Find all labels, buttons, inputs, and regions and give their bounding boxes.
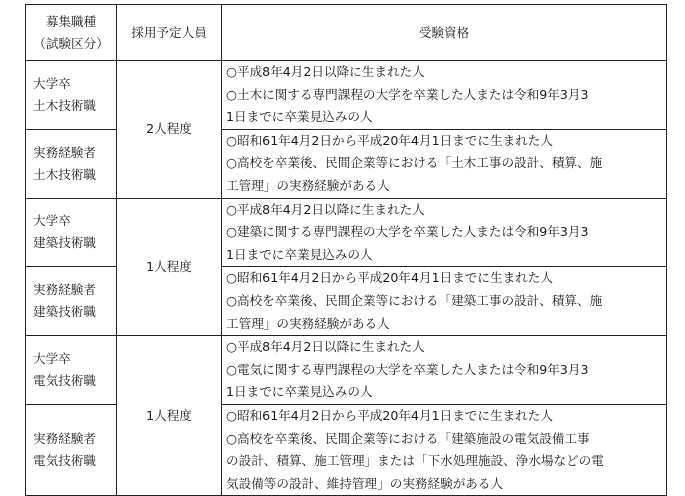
qualification-item bbox=[226, 359, 660, 404]
header-category bbox=[26, 5, 117, 61]
qualification-cell bbox=[222, 404, 667, 495]
category-cell bbox=[26, 267, 117, 336]
qualification-line: 1日までに卒業見込みの人 bbox=[226, 384, 373, 400]
qualification-item bbox=[226, 199, 660, 222]
qualification-line: 工管理」の実務経験がある人 bbox=[226, 315, 390, 331]
qualification-line: ○平成8年4月2日以降に生まれた人 bbox=[226, 201, 425, 217]
qualification-item bbox=[226, 290, 660, 335]
category-line: 実務経験者 bbox=[33, 144, 96, 160]
qualification-line: ○平成8年4月2日以降に生まれた人 bbox=[226, 339, 425, 355]
header-qualification: 受験資格 bbox=[222, 5, 667, 61]
qualification-item bbox=[226, 152, 660, 197]
qualification-item bbox=[226, 221, 660, 266]
table-row bbox=[26, 61, 667, 130]
category-line: 大学卒 bbox=[33, 75, 71, 91]
qualification-line: 1日までに卒業見込みの人 bbox=[226, 246, 373, 262]
category-cell bbox=[26, 61, 117, 130]
category-cell bbox=[26, 336, 117, 405]
qualification-line: 1日までに卒業見込みの人 bbox=[226, 109, 373, 125]
category-line: 大学卒 bbox=[33, 351, 71, 367]
header-planned: 採用予定人員 bbox=[117, 5, 222, 61]
qualification-item bbox=[226, 267, 660, 290]
category-cell bbox=[26, 198, 117, 267]
qualification-cell bbox=[222, 61, 667, 130]
qualification-item bbox=[226, 130, 660, 153]
category-line: 土木技術職 bbox=[33, 97, 96, 113]
qualification-line: ○昭和61年4月2日から平成20年4月1日までに生まれた人 bbox=[226, 407, 553, 423]
qualification-cell bbox=[222, 129, 667, 198]
category-line: 土木技術職 bbox=[33, 166, 96, 182]
category-cell bbox=[26, 129, 117, 198]
qualification-line: ○土木に関する専門課程の大学を卒業した人または令和9年3月3 bbox=[226, 86, 589, 102]
category-line: 実務経験者 bbox=[33, 431, 96, 447]
qualification-cell bbox=[222, 267, 667, 336]
qualification-item bbox=[226, 61, 660, 84]
qualification-line: の設計、積算、施工管理」または「下水処理施設、浄水場などの電 bbox=[226, 453, 604, 469]
planned-cell: 1人程度 bbox=[117, 336, 222, 496]
qualification-line: ○平成8年4月2日以降に生まれた人 bbox=[226, 64, 425, 79]
qualification-line: ○建築に関する専門課程の大学を卒業した人または令和9年3月3 bbox=[226, 224, 589, 240]
header-category-line2: （試験区分） bbox=[33, 35, 109, 51]
qualification-cell bbox=[222, 336, 667, 405]
qualification-cell bbox=[222, 198, 667, 267]
qualification-line: ○高校を卒業後、民間企業等における「建築施設の電気設備工事 bbox=[226, 430, 590, 446]
category-line: 電気技術職 bbox=[33, 373, 96, 389]
qualification-line: ○昭和61年4月2日から平成20年4月1日までに生まれた人 bbox=[226, 270, 553, 286]
qualification-item bbox=[226, 405, 660, 428]
table-row bbox=[26, 198, 667, 267]
planned-cell: 2人程度 bbox=[117, 61, 222, 199]
category-cell bbox=[26, 404, 117, 495]
qualification-item bbox=[226, 428, 660, 496]
qualification-line: ○高校を卒業後、民間企業等における「建築工事の設計、積算、施 bbox=[226, 292, 603, 308]
qualification-item bbox=[226, 336, 660, 359]
category-line: 建築技術職 bbox=[33, 304, 96, 320]
recruitment-table bbox=[25, 4, 667, 496]
qualification-item bbox=[226, 84, 660, 129]
category-line: 建築技術職 bbox=[33, 235, 96, 251]
qualification-line: ○昭和61年4月2日から平成20年4月1日までに生まれた人 bbox=[226, 132, 553, 148]
qualification-line: ○高校を卒業後、民間企業等における「土木工事の設計、積算、施 bbox=[226, 155, 603, 171]
qualification-line: ○電気に関する専門課程の大学を卒業した人または令和9年3月3 bbox=[226, 361, 589, 377]
header-category-line1: 募集職種 bbox=[45, 13, 97, 29]
category-line: 電気技術職 bbox=[33, 453, 96, 469]
table-row bbox=[26, 336, 667, 405]
planned-cell: 1人程度 bbox=[117, 198, 222, 336]
qualification-line: 気設備等の設計、維持管理」の実務経験がある人 bbox=[226, 475, 504, 491]
category-line: 大学卒 bbox=[33, 213, 71, 229]
category-line: 実務経験者 bbox=[33, 282, 96, 298]
header-row bbox=[26, 5, 667, 61]
qualification-line: 工管理」の実務経験がある人 bbox=[226, 177, 390, 193]
